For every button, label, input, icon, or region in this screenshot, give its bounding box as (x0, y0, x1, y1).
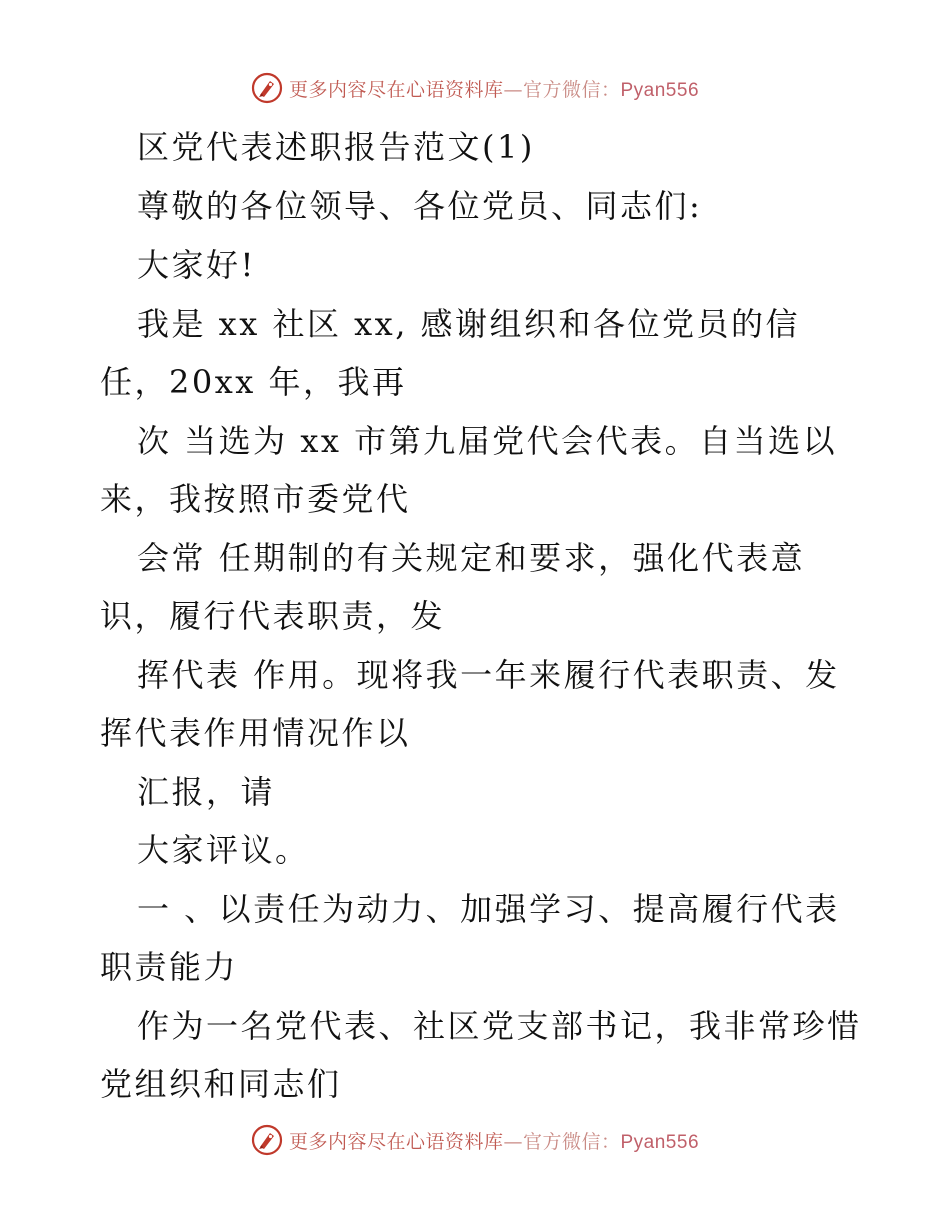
watermark-group (251, 1124, 699, 1156)
watermark-banner-top (0, 68, 950, 108)
paragraph-line: 来，我按照市委党代 (100, 480, 411, 518)
watermark-main-text: 更多内容尽在心语资料库 (288, 1130, 504, 1153)
watermark-main-text: 更多内容尽在心语资料库 (288, 78, 504, 101)
paragraph-line: 汇报，请 (137, 773, 276, 811)
paragraph-line: 次 当选为 xx 市第九届党代会代表。自当选以 (137, 422, 838, 460)
watermark-separator-text: —官方微信： (503, 78, 621, 101)
paragraph-line: 挥代表作用情况作以 (100, 714, 411, 752)
section-heading-continued: 职责能力 (100, 948, 239, 986)
paragraph-line: 我是 xx 社区 xx, 感谢组织和各位党员的信 (137, 305, 801, 343)
paragraph-line: 尊敬的各位领导、各位党员、同志们: (137, 187, 703, 225)
paragraph-line: 会常 任期制的有关规定和要求，强化代表意 (137, 539, 806, 577)
paragraph-line: 挥代表 作用。现将我一年来履行代表职责、发 (137, 656, 840, 694)
paragraph-line: 大家评议。 (137, 831, 310, 869)
watermark-banner-bottom (0, 1120, 950, 1160)
paragraph-line: 大家好! (137, 246, 256, 284)
watermark-id-text: Pyan556 (620, 1131, 700, 1153)
watermark-text (289, 1127, 699, 1154)
watermark-separator-text: —官方微信： (503, 1130, 621, 1153)
section-heading: 一 、以责任为动力、加强学习、提高履行代表 (137, 890, 840, 928)
paragraph-line: 作为一名党代表、社区党支部书记，我非常珍惜 (137, 1007, 862, 1045)
paragraph-line: 党组织和同志们 (100, 1065, 342, 1103)
document-title: 区党代表述职报告范文(1) (137, 128, 535, 166)
pen-nib-seal-icon (251, 1124, 283, 1156)
watermark-id-text: Pyan556 (620, 79, 700, 101)
paragraph-line: 识，履行代表职责，发 (100, 597, 446, 635)
watermark-group (251, 72, 699, 104)
pen-nib-seal-icon (251, 72, 283, 104)
paragraph-line: 任，20xx 年，我再 (100, 363, 407, 401)
watermark-text (289, 75, 699, 102)
